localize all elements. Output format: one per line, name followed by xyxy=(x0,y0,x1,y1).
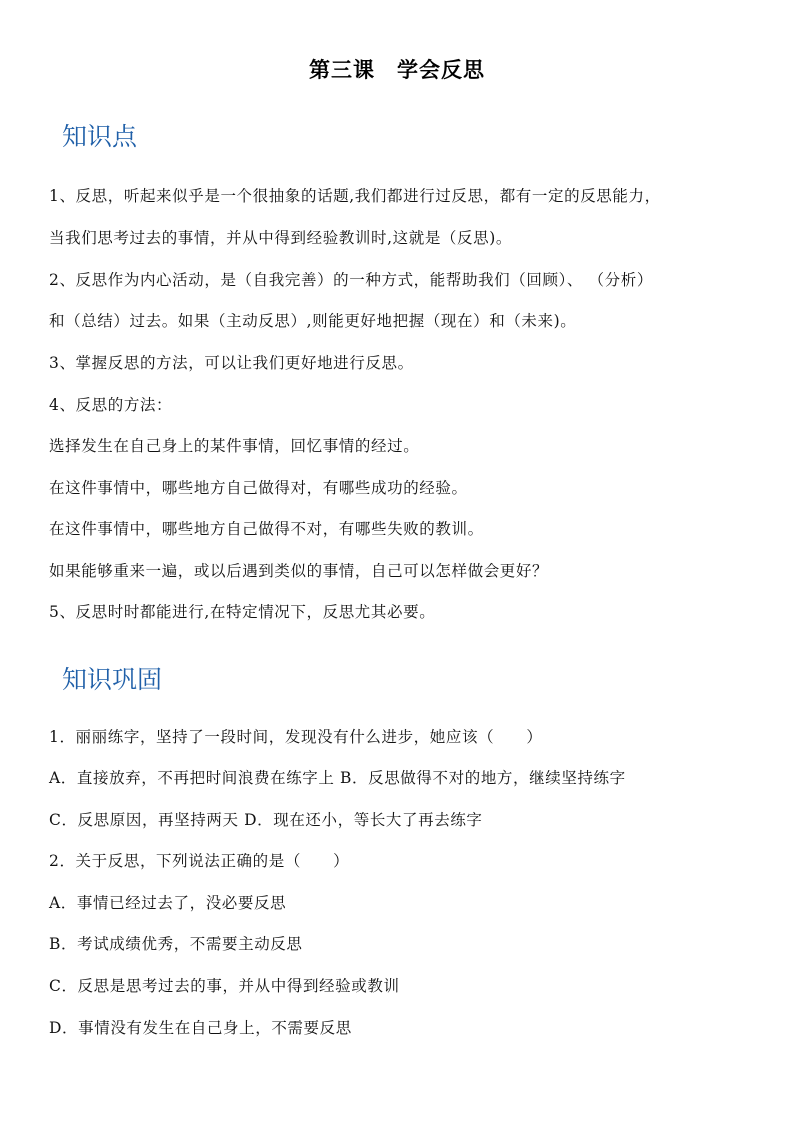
option-line: C．反思原因，再坚持两天 D．现在还小，等长大了再去练字 xyxy=(49,811,483,829)
paragraph-line: 如果能够重来一遍，或以后遇到类似的事情，自己可以怎样做会更好？ xyxy=(49,562,549,580)
option-line: A．直接放弃，不再把时间浪费在练字上 B．反思做得不对的地方，继续坚持练字 xyxy=(49,769,626,787)
option-line: C．反思是思考过去的事，并从中得到经验或教训 xyxy=(49,977,400,995)
paragraph-line: 4、反思的方法： xyxy=(49,396,173,414)
paragraph-line: 3、掌握反思的方法，可以让我们更好地进行反思。 xyxy=(49,354,414,372)
question-line: 2．关于反思，下列说法正确的是（ ） xyxy=(49,852,350,870)
option-line: B．考试成绩优秀，不需要主动反思 xyxy=(49,935,303,953)
paragraph-line: 选择发生在自己身上的某件事情，回忆事情的经过。 xyxy=(49,437,420,455)
option-line: D．事情没有发生在自己身上，不需要反思 xyxy=(49,1019,352,1037)
question-line: 1．丽丽练字，坚持了一段时间，发现没有什么进步，她应该（ ） xyxy=(49,728,543,746)
section-heading-knowledge-review: 知识巩固 xyxy=(62,665,163,694)
paragraph-line: 和（总结）过去。如果（主动反思）,则能更好地把握（现在）和（未来)。 xyxy=(49,312,577,330)
page-title: 第三课 学会反思 xyxy=(309,58,485,82)
paragraph-line: 在这件事情中，哪些地方自己做得对，有哪些成功的经验。 xyxy=(49,479,468,497)
paragraph-line: 2、反思作为内心活动，是（自我完善）的一种方式，能帮助我们（回顾）、 （分析） xyxy=(49,271,653,289)
paragraph-line: 当我们思考过去的事情，并从中得到经验教训时,这就是（反思)。 xyxy=(49,229,512,247)
paragraph-line: 在这件事情中，哪些地方自己做得不对，有哪些失败的教训。 xyxy=(49,520,484,538)
option-line: A．事情已经过去了，没必要反思 xyxy=(49,894,287,912)
paragraph-line: 1、反思，听起来似乎是一个很抽象的话题,我们都进行过反思，都有一定的反思能力， xyxy=(49,187,661,205)
section-heading-knowledge-points: 知识点 xyxy=(62,122,138,151)
paragraph-line: 5、反思时时都能进行,在特定情况下，反思尤其必要。 xyxy=(49,603,436,621)
